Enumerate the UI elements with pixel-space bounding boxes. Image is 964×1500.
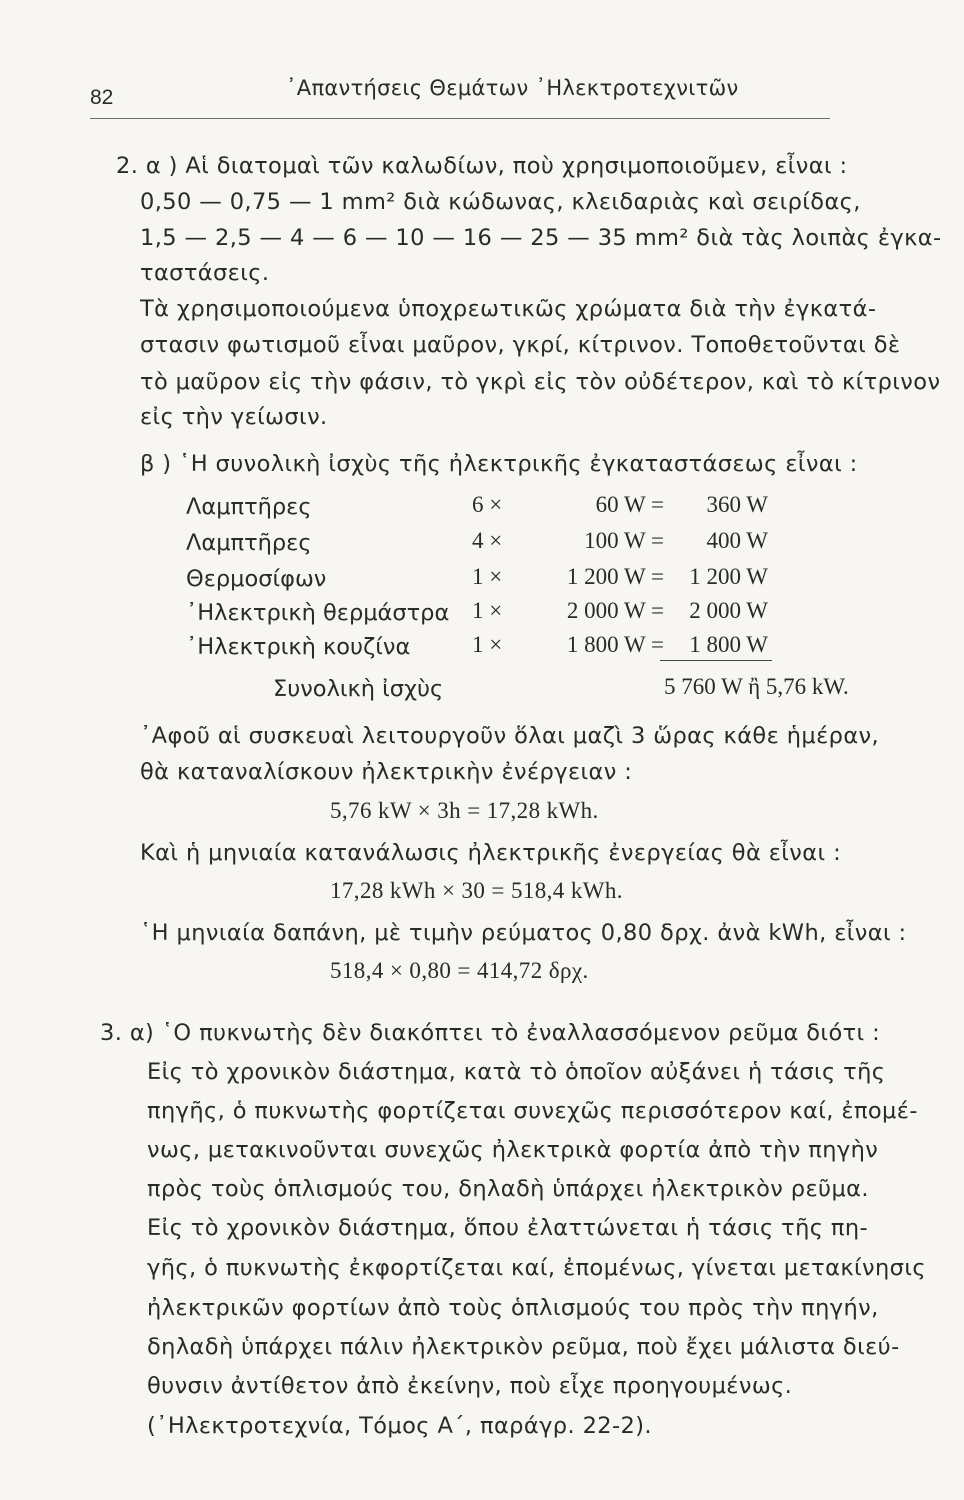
total-label: Συνολικὴ ἰσχὺς	[273, 676, 444, 702]
running-title: ᾿Απαντήσεις Θεμάτων ᾿Ηλεκτροτεχνιτῶν	[286, 76, 739, 100]
section2-a-line-6: στασιν φωτισμοῦ εἶναι μαῦρον, γκρί, κίτρινον. Τοποθετοῦνται δὲ	[140, 332, 901, 358]
row-count: 1 ×	[472, 564, 503, 589]
row-label: Λαμπτῆρες	[186, 494, 312, 520]
section3-line-7: γῆς, ὁ πυκνωτὴς ἐκφορτίζεται καί, ἐπομένως, γίνεται μετακίνησις	[147, 1255, 926, 1281]
section2-a-line-1: 2. α ) Αἱ διατομαὶ τῶν καλωδίων, ποὺ χρησιμοποιοῦμεν, εἶναι :	[116, 153, 848, 179]
row-power: 100 W =	[584, 528, 664, 553]
row-total: 1 200 W	[689, 564, 768, 589]
energy-formula: 5,76 kW × 3h = 17,28 kWh.	[330, 798, 599, 823]
section2-b-intro: β ) ῾Η συνολικὴ ἰσχὺς τῆς ἠλεκτρικῆς ἐγκαταστάσεως εἶναι :	[140, 451, 858, 477]
header-divider	[90, 118, 830, 119]
section3-line-8: ἠλεκτρικῶν φορτίων ἀπὸ τοὺς ὁπλισμούς του πρὸς τὴν πηγήν,	[147, 1295, 879, 1321]
energy-line-2: θὰ καταναλίσκουν ἠλεκτρικὴν ἐνέργειαν :	[140, 759, 633, 785]
page-header	[90, 72, 900, 112]
monthly-intro: Καὶ ἡ μηνιαία κατανάλωσις ἠλεκτρικῆς ἐνεργείας θὰ εἶναι :	[140, 840, 842, 866]
section3-line-9: δηλαδὴ ὑπάρχει πάλιν ἠλεκτρικὸν ρεῦμα, ποὺ ἔχει μάλιστα διεύ-	[147, 1334, 900, 1360]
cost-intro: ῾Η μηνιαία δαπάνη, μὲ τιμὴν ρεύματος 0,80 δρχ. ἀνὰ kWh, εἶναι :	[140, 920, 907, 946]
energy-line-1: ᾿Αφοῦ αἱ συσκευαὶ λειτουργοῦν ὅλαι μαζὶ 3 ὥρας κάθε ἡμέραν,	[140, 723, 880, 749]
section3-reference: (᾿Ηλεκτροτεχνία, Τόμος Α΄, παράγρ. 22-2).	[147, 1413, 652, 1439]
section3-line-3: πηγῆς, ὁ πυκνωτὴς φορτίζεται συνεχῶς περισσότερον καί, ἐπομέ-	[147, 1098, 918, 1124]
section2-a-line-4: ταστάσεις.	[140, 260, 270, 286]
page-number: 82	[90, 86, 114, 109]
section3-line-10: θυνσιν ἀντίθετον ἀπὸ ἐκείνην, ποὺ εἶχε προηγουμένως.	[147, 1373, 793, 1399]
row-label: Θερμοσίφων	[186, 566, 327, 592]
row-total: 1 800 W	[689, 632, 768, 657]
row-total: 360 W	[706, 492, 768, 517]
row-label: Λαμπτῆρες	[186, 530, 312, 556]
cost-formula: 518,4 × 0,80 = 414,72 δρχ.	[330, 958, 589, 983]
section2-a-line-2: 0,50 — 0,75 — 1 mm² διὰ κώδωνας, κλειδαριὰς καὶ σειρίδας,	[140, 189, 861, 215]
row-count: 1 ×	[472, 632, 503, 657]
row-count: 1 ×	[472, 598, 503, 623]
section3-line-6: Εἰς τὸ χρονικὸν διάστημα, ὅπου ἐλαττώνεται ἡ τάσις τῆς πη-	[147, 1215, 869, 1241]
section2-a-line-8: εἰς τὴν γείωσιν.	[140, 404, 328, 430]
sum-divider	[660, 660, 772, 661]
row-count: 6 ×	[472, 492, 503, 517]
row-power: 2 000 W =	[566, 598, 664, 623]
section3-line-1: 3. α) ῾Ο πυκνωτὴς δὲν διακόπτει τὸ ἐναλλασσόμενον ρεῦμα διότι :	[100, 1020, 881, 1046]
row-label: ᾿Ηλεκτρικὴ θερμάστρα	[186, 600, 450, 626]
row-total: 400 W	[706, 528, 768, 553]
row-power: 60 W =	[595, 492, 664, 517]
row-power: 1 200 W =	[566, 564, 664, 589]
row-count: 4 ×	[472, 528, 503, 553]
section2-a-line-5: Τὰ χρησιμοποιούμενα ὑποχρεωτικῶς χρώματα διὰ τὴν ἐγκατά-	[140, 296, 877, 322]
row-total: 2 000 W	[689, 598, 768, 623]
section2-a-line-7: τὸ μαῦρον εἰς τὴν φάσιν, τὸ γκρὶ εἰς τὸν οὐδέτερον, καὶ τὸ κίτρινον	[140, 369, 941, 395]
section3-line-4: νως, μετακινοῦνται συνεχῶς ἠλεκτρικὰ φορτία ἀπὸ τὴν πηγὴν	[147, 1137, 879, 1163]
section3-line-5: πρὸς τοὺς ὁπλισμούς του, δηλαδὴ ὑπάρχει ἠλεκτρικὸν ρεῦμα.	[147, 1176, 869, 1202]
row-label: ᾿Ηλεκτρικὴ κουζίνα	[186, 634, 411, 660]
section3-line-2: Εἰς τὸ χρονικὸν διάστημα, κατὰ τὸ ὁποῖον αὐξάνει ἡ τάσις τῆς	[147, 1059, 886, 1085]
monthly-formula: 17,28 kWh × 30 = 518,4 kWh.	[330, 878, 623, 903]
section2-a-line-3: 1,5 — 2,5 — 4 — 6 — 10 — 16 — 25 — 35 mm² διὰ τὰς λοιπὰς ἐγκα-	[140, 225, 942, 251]
total-value: 5 760 W ἢ 5,76 kW.	[664, 674, 849, 699]
row-power: 1 800 W =	[566, 632, 664, 657]
